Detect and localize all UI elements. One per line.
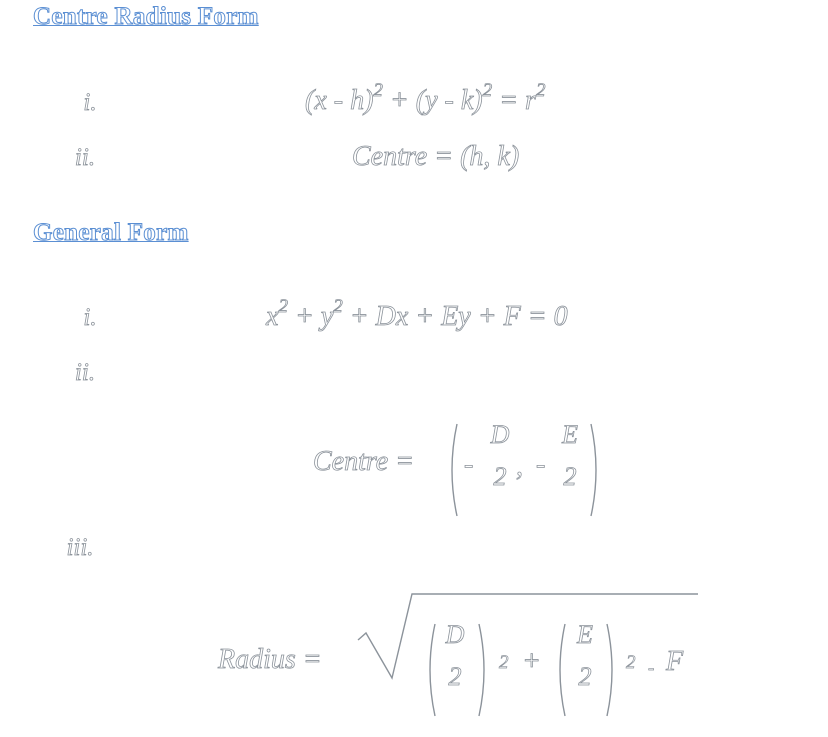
right-paren xyxy=(604,622,618,718)
fraction-E-over-2 xyxy=(555,420,585,492)
left-paren xyxy=(446,422,460,518)
exponent: 2 xyxy=(626,652,636,673)
left-paren xyxy=(554,622,568,718)
item-label-ii: ii. xyxy=(74,144,96,171)
centre-expression: Centre = (h, k) xyxy=(352,141,520,172)
left-paren xyxy=(424,622,438,718)
minus-sign: - xyxy=(648,658,655,679)
numerator: E xyxy=(562,420,578,449)
plus-sign: + xyxy=(522,646,541,677)
numerator: D xyxy=(445,620,465,649)
denominator: 2 xyxy=(578,662,592,691)
fraction-D-over-2 xyxy=(483,420,517,492)
numerator: D xyxy=(490,420,510,449)
minus-sign: - xyxy=(536,449,546,480)
item-label-i: i. xyxy=(83,89,97,116)
general-form-heading: General Form xyxy=(33,219,189,246)
centre-radius-equation: $(x - h)^2 + (y - k)^2 = r^2$ xyxy=(305,80,546,116)
fraction-E-over-2 xyxy=(568,620,602,692)
item-label-ii: ii. xyxy=(74,359,96,386)
minus-sign: - xyxy=(464,449,474,480)
denominator: 2 xyxy=(563,462,577,491)
centre-lhs: Centre = xyxy=(313,446,415,477)
fraction-D-over-2 xyxy=(438,620,472,692)
radius-lhs: Radius = xyxy=(218,644,322,675)
denominator: 2 xyxy=(448,662,462,691)
right-paren xyxy=(588,422,602,518)
exponent: 2 xyxy=(499,652,509,673)
item-label-iii: iii. xyxy=(66,534,94,561)
denominator: 2 xyxy=(493,462,507,491)
centre-radius-form-heading: Centre Radius Form xyxy=(33,3,259,30)
numerator: E xyxy=(577,620,593,649)
variable-F: F xyxy=(666,646,684,677)
right-paren xyxy=(476,622,490,718)
general-equation: $x^2 + y^2 + Dx + Ey + F = 0$ xyxy=(266,296,568,332)
comma: , xyxy=(516,451,523,482)
item-label-i: i. xyxy=(83,304,97,331)
